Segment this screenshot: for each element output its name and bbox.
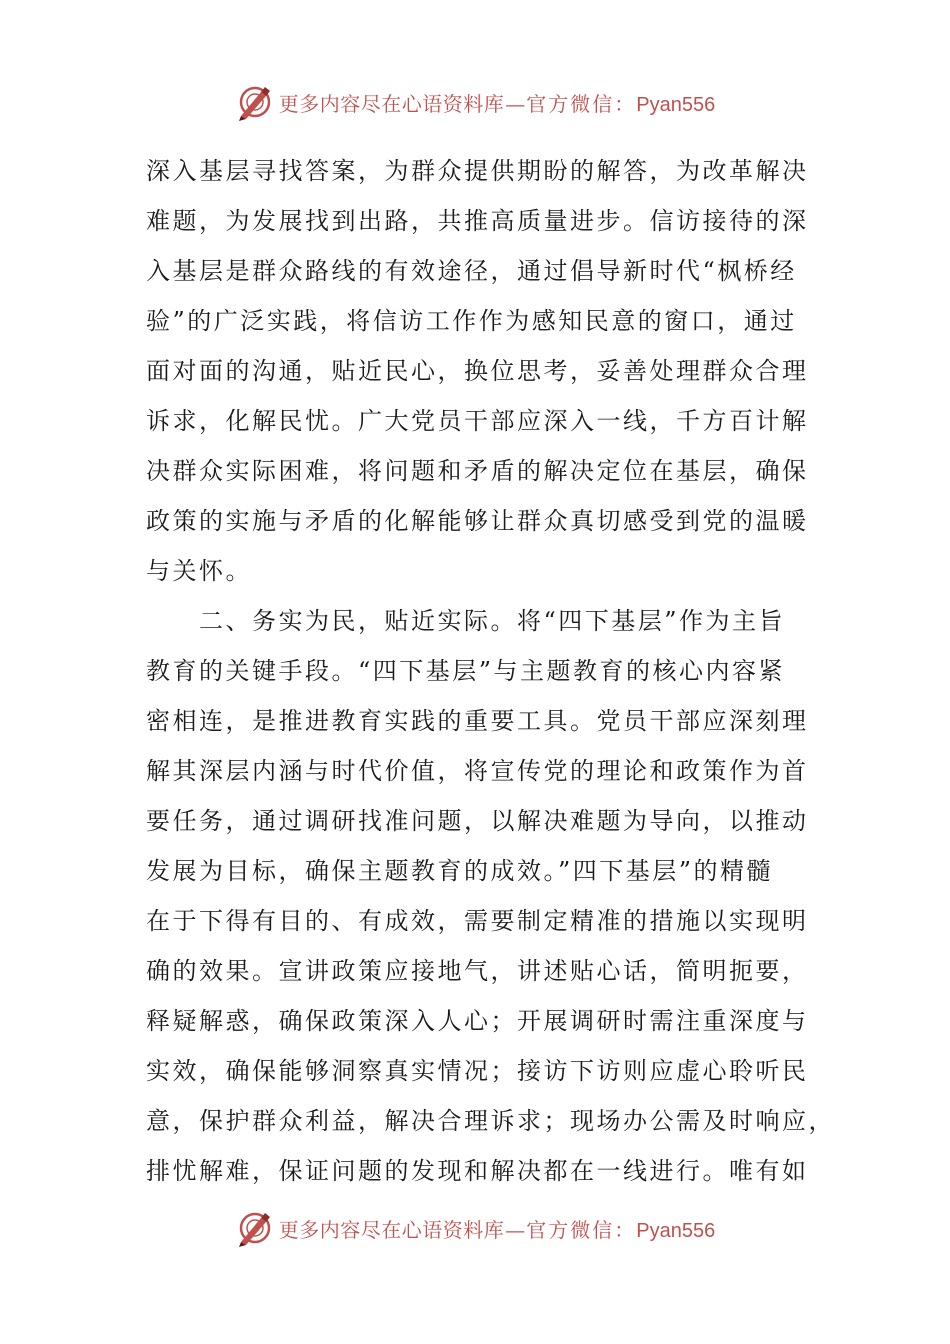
text-line: 解其深层内涵与时代价值，将宣传党的理论和政策作为首: [146, 757, 809, 785]
header-site-name: 更多内容尽在心语资料库: [278, 91, 505, 116]
text-line: 面对面的沟通，贴近民心，换位思考，妥善处理群众合理: [146, 357, 809, 385]
header-banner: [0, 82, 950, 122]
text-line: 确的效果。宣讲政策应接地气，讲述贴心话，简明扼要，: [146, 957, 809, 985]
text-line: 深入基层寻找答案，为群众提供期盼的解答，为改革解决: [146, 157, 809, 185]
footer-banner: [0, 1208, 950, 1248]
text-line: 验”的广泛实践，将信访工作作为感知民意的窗口，通过: [146, 307, 797, 335]
footer-site-name: 更多内容尽在心语资料库: [278, 1217, 505, 1242]
text-line: 密相连，是推进教育实践的重要工具。党员干部应深刻理: [146, 707, 809, 735]
text-line: 在于下得有目的、有成效，需要制定精准的措施以实现明: [146, 907, 809, 935]
header-wechat-label: 官方微信：: [526, 91, 637, 116]
footer-wechat-label: 官方微信：: [526, 1217, 637, 1242]
footer-dash: —: [505, 1217, 526, 1242]
text-line: 政策的实施与矛盾的化解能够让群众真切感受到党的温暖: [146, 507, 809, 535]
text-line: 难题，为发展找到出路，共推高质量进步。信访接待的深: [146, 207, 809, 235]
text-line: 诉求，化解民忧。广大党员干部应深入一线，千方百计解: [146, 407, 809, 435]
text-line: 二、务实为民，贴近实际。将“四下基层”作为主旨: [146, 607, 786, 635]
pen-circle-logo-icon: [235, 82, 275, 122]
text-line: 意，保护群众利益，解决合理诉求；现场办公需及时响应，: [146, 1107, 835, 1135]
footer-banner-text: [279, 1214, 715, 1243]
text-line: 教育的关键手段。“四下基层”与主题教育的核心内容紧: [146, 657, 786, 685]
text-line: 入基层是群众路线的有效途径，通过倡导新时代“枫桥经: [146, 257, 797, 285]
text-line: 决群众实际困难，将问题和矛盾的解决定位在基层，确保: [146, 457, 809, 485]
text-line: 释疑解惑，确保政策深入人心；开展调研时需注重深度与: [146, 1007, 809, 1035]
text-line: 排忧解难，保证问题的发现和解决都在一线进行。唯有如: [146, 1157, 809, 1185]
document-body: [146, 146, 835, 1196]
text-line: 要任务，通过调研找准问题，以解决难题为导向，以推动: [146, 807, 809, 835]
header-banner-text: [279, 88, 715, 117]
text-line: 与关怀。: [146, 557, 252, 585]
text-line: 发展为目标，确保主题教育的成效。”四下基层”的精髓: [146, 857, 774, 885]
header-dash: —: [505, 91, 526, 116]
pen-circle-logo-icon: [235, 1208, 275, 1248]
text-line: 实效，确保能够洞察真实情况；接访下访则应虚心聆听民: [146, 1057, 809, 1085]
header-wechat-id: Pyan556: [636, 93, 716, 116]
footer-wechat-id: Pyan556: [636, 1219, 716, 1242]
